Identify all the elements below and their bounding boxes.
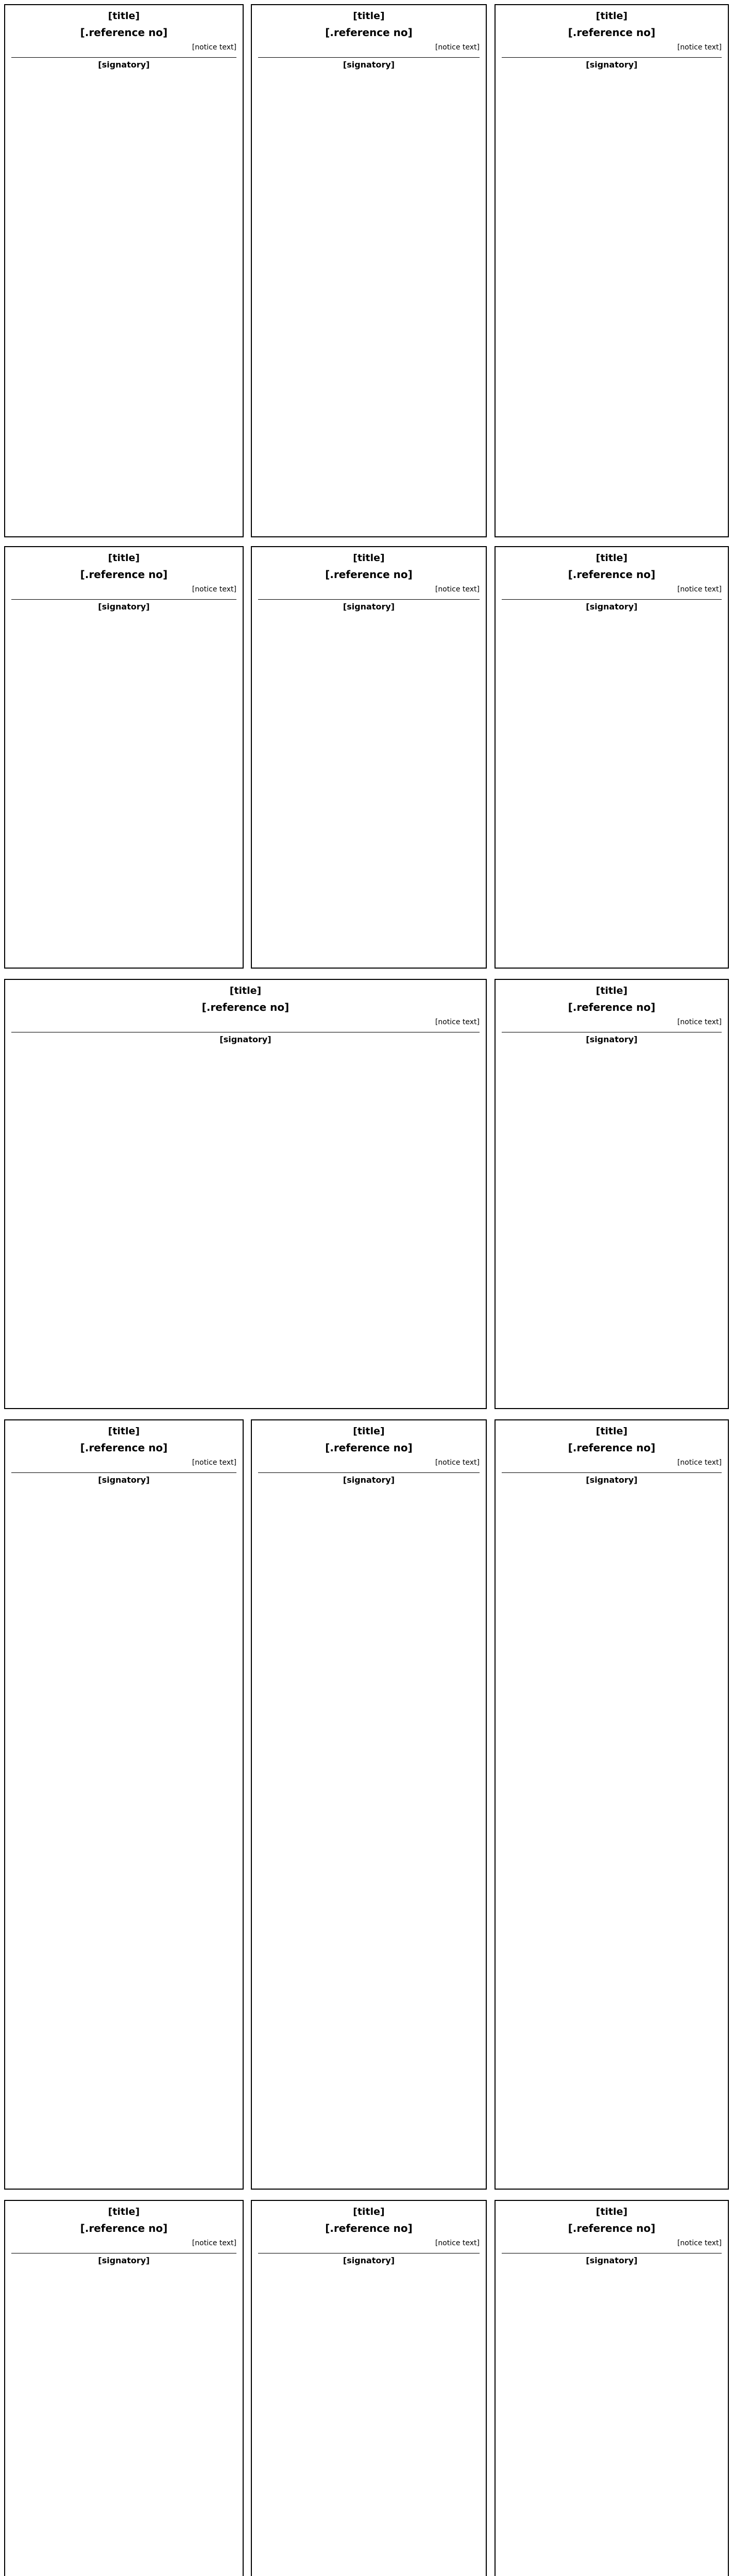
notice-signature: [signatory] (502, 599, 722, 612)
notice-signature: [signatory] (502, 57, 722, 70)
notice-body: [notice text] (192, 585, 236, 594)
notice-body: [notice text] (192, 43, 236, 52)
notice-3 (4, 4, 244, 537)
notice-reference: [reference no.] (80, 1441, 168, 1454)
notice-signature: [signatory] (502, 2253, 722, 2265)
notice-title: [title] (595, 552, 628, 564)
notice-title: [title] (595, 2206, 628, 2217)
notice-reference: [reference no.] (568, 1441, 656, 1454)
notice-body: [notice text] (435, 1458, 480, 1467)
notice-title: [title] (595, 10, 628, 22)
notice-signature: [signatory] (11, 1472, 236, 1485)
notice-title: [title] (595, 1426, 628, 1437)
notice-9 (495, 1419, 729, 2190)
notice-title: [title] (595, 985, 628, 996)
notice-signature: [signatory] (502, 1032, 722, 1044)
notice-body: [notice text] (435, 43, 480, 52)
notice-14 (4, 2200, 244, 2576)
notice-body: [notice text] (435, 1018, 480, 1026)
notice-signature: [signatory] (258, 599, 480, 612)
notice-reference: [reference no.] (80, 2222, 168, 2234)
notice-6 (4, 546, 244, 969)
notice-reference: [reference no.] (325, 26, 413, 39)
notice-signature: [signatory] (258, 1472, 480, 1485)
notice-10 (251, 1419, 487, 2190)
notice-11 (4, 1419, 244, 2190)
notice-body: [notice text] (192, 1458, 236, 1467)
notice-reference: [reference no.] (325, 1441, 413, 1454)
notice-body: [notice text] (435, 2239, 480, 2247)
notice-body: [notice text] (677, 585, 722, 594)
notice-signature: [signatory] (11, 1032, 480, 1044)
notice-title: [title] (353, 10, 385, 22)
notice-body: [notice text] (677, 1018, 722, 1026)
notice-body: [notice text] (192, 2239, 236, 2247)
notice-title: [title] (353, 2206, 385, 2217)
notice-title: [title] (108, 1426, 140, 1437)
notice-body: [notice text] (435, 585, 480, 594)
notice-reference: [reference no.] (325, 568, 413, 581)
notice-5 (251, 546, 487, 969)
notice-signature: [signatory] (258, 57, 480, 70)
notice-signature: [signatory] (11, 57, 236, 70)
notice-title: [title] (108, 10, 140, 22)
notice-13 (251, 2200, 487, 2576)
notice-body: [notice text] (677, 2239, 722, 2247)
notice-signature: [signatory] (11, 2253, 236, 2265)
notice-reference: [reference no.] (568, 568, 656, 581)
notice-title: [title] (108, 552, 140, 564)
notice-signature: [signatory] (11, 599, 236, 612)
notice-reference: [reference no.] (568, 1001, 656, 1013)
notice-reference: [reference no.] (568, 2222, 656, 2234)
notice-signature: [signatory] (502, 1472, 722, 1485)
notice-title: [title] (353, 552, 385, 564)
notice-reference: [reference no.] (325, 2222, 413, 2234)
notice-12 (495, 2200, 729, 2576)
notice-signature: [signatory] (258, 2253, 480, 2265)
notice-7 (495, 979, 729, 1409)
notice-title: [title] (229, 985, 262, 996)
notice-reference: [reference no.] (568, 26, 656, 39)
notice-title: [title] (353, 1426, 385, 1437)
notice-8 (4, 979, 487, 1409)
notice-reference: [reference no.] (201, 1001, 289, 1013)
notice-4 (495, 546, 729, 969)
notice-body: [notice text] (677, 43, 722, 52)
notice-body: [notice text] (677, 1458, 722, 1467)
notice-reference: [reference no.] (80, 26, 168, 39)
notice-1 (495, 4, 729, 537)
notice-reference: [reference no.] (80, 568, 168, 581)
notice-title: [title] (108, 2206, 140, 2217)
notice-2 (251, 4, 487, 537)
